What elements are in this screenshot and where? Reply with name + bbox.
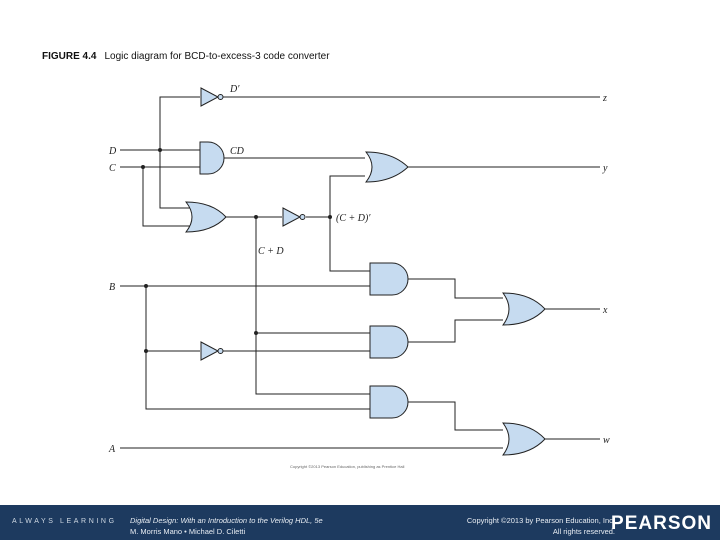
figure-number: FIGURE 4.4 <box>42 51 97 62</box>
junction-dot <box>141 165 145 169</box>
label-d-input: D <box>109 146 117 157</box>
and-gate-cd <box>200 142 224 174</box>
junction-dot <box>254 331 258 335</box>
label-out-z: z <box>603 93 607 104</box>
or-gate-w <box>503 423 545 455</box>
always-learning-label: ALWAYS LEARNING <box>12 518 117 525</box>
junction-dot <box>328 215 332 219</box>
label-c-input: C <box>109 163 116 174</box>
junction-dot <box>144 284 148 288</box>
label-out-y: y <box>603 163 608 174</box>
copyright-line-1: Copyright ©2013 by Pearson Education, Inc. <box>466 516 615 525</box>
inverter-b <box>201 342 223 360</box>
copyright-line-2: All rights reserved. <box>552 527 615 536</box>
label-c-plus-d: C + D <box>258 246 284 257</box>
wire-c-plus-d-down <box>256 217 370 333</box>
figure-title: Logic diagram for BCD-to-excess-3 code converter <box>104 51 330 62</box>
label-b-input: B <box>109 282 116 293</box>
junction-dot <box>144 349 148 353</box>
book-title: Digital Design: With an Introduction to the Verilog HDL, 5e <box>130 516 323 525</box>
label-a-input: A <box>109 444 116 455</box>
junction-dot <box>158 148 162 152</box>
wire-and5-to-or-w <box>408 402 503 430</box>
wire-c-to-or1 <box>143 167 190 226</box>
label-d-prime: D′ <box>230 84 240 95</box>
and-gate-3 <box>370 263 408 295</box>
wire-not-c-plus-d-to-and3 <box>330 217 370 271</box>
wire-b-to-and5 <box>146 351 370 409</box>
copyright-notice <box>467 515 615 537</box>
and-gate-5 <box>370 386 408 418</box>
figure-copyright: Copyright ©2013 Pearson Education, publishing as Prentice Hall <box>290 464 405 469</box>
book-authors: M. Morris Mano • Michael D. Ciletti <box>130 527 246 536</box>
inverter-d <box>201 88 223 106</box>
junctions <box>141 148 332 353</box>
or-gate-x <box>503 293 545 325</box>
wire-b-branch <box>146 286 200 351</box>
or-gate-c-plus-d <box>186 202 226 232</box>
wire-not-c-plus-d <box>306 176 365 217</box>
label-cd: CD <box>230 146 244 157</box>
footer-bar <box>0 505 720 540</box>
label-out-x: x <box>603 305 608 316</box>
wire-c-plus-d-to-and5 <box>256 333 370 394</box>
and-gate-4 <box>370 326 408 358</box>
or-gate-y <box>366 152 408 182</box>
pearson-logo: PEARSON <box>611 513 712 534</box>
label-not-c-plus-d: (C + D)′ <box>336 213 371 224</box>
label-out-w: w <box>603 435 610 446</box>
wire-and4-to-or-x <box>408 320 503 342</box>
wire-and3-to-or-x <box>408 279 503 298</box>
wire-d-to-or1 <box>160 150 190 208</box>
wires <box>120 97 600 448</box>
book-citation <box>130 515 323 537</box>
junction-dot <box>254 215 258 219</box>
inverter-c-plus-d <box>283 208 305 226</box>
wire-d-branch <box>160 97 200 150</box>
